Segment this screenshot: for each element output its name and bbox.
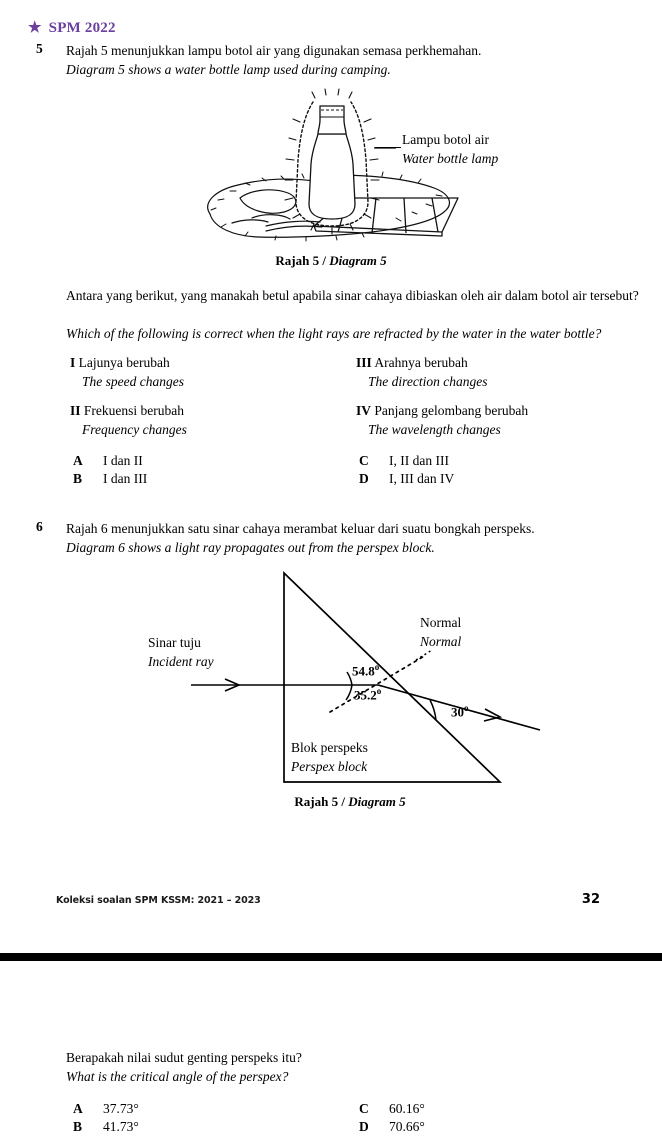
option-a-letter: A (73, 453, 83, 468)
q6-option-a[interactable] (73, 1099, 139, 1119)
angle-upper-value: 54.8 (352, 663, 375, 679)
statement-ii (70, 401, 187, 439)
question-5-stem-en: Diagram 5 shows a water bottle lamp used during camping. (66, 62, 391, 77)
question-6-prompt-ml: Berapakah nilai sudut genting perspeks itu? (66, 1050, 302, 1065)
statement-i-ml: Lajunya berubah (78, 355, 170, 370)
q6-option-c[interactable] (359, 1099, 425, 1119)
statement-iii-roman: III (356, 355, 372, 370)
statement-ii-roman: II (70, 403, 81, 418)
angle-lower-label (354, 686, 381, 703)
statement-ii-en: Frequency changes (82, 422, 187, 437)
statement-i (70, 353, 184, 391)
statement-iv (356, 401, 528, 439)
angle-upper-label (352, 662, 379, 679)
statement-iv-ml: Panjang gelombang berubah (374, 403, 529, 418)
normal-label-en: Normal (420, 634, 462, 649)
perspex-block-label (291, 738, 368, 776)
q6-option-d[interactable] (359, 1117, 425, 1137)
diagram-5-label-en: Water bottle lamp (402, 151, 499, 166)
diagram-5-water-bottle-lamp (196, 86, 476, 251)
spm-year-header (28, 20, 116, 37)
perspex-block-label-en: Perspex block (291, 759, 368, 774)
diagram-5-caption (231, 253, 431, 269)
q6-option-d-letter: D (359, 1119, 369, 1134)
question-6-stem-ml: Rajah 6 menunjukkan satu sinar cahaya merambat keluar dari suatu bongkah perspeks. (66, 521, 535, 536)
normal-label (420, 613, 461, 651)
degree-icon: o (376, 686, 382, 696)
angle-exit-label (451, 703, 469, 720)
statement-iii (356, 353, 487, 391)
diagram-6-caption-ml: Rajah 5 / (294, 794, 349, 809)
question-6-prompt-en: What is the critical angle of the perspex? (66, 1069, 289, 1084)
page-separator-bar (0, 953, 662, 961)
diagram-5-callout (402, 130, 498, 168)
q6-option-b-letter: B (73, 1119, 83, 1134)
option-b-text: I dan III (103, 471, 148, 486)
option-d[interactable] (359, 469, 454, 489)
spm-year-label: SPM 2022 (48, 20, 116, 36)
degree-icon: o (374, 662, 380, 672)
question-6-stem-en: Diagram 6 shows a light ray propagates out from the perspex block. (66, 540, 435, 555)
angle-lower-value: 35.2 (354, 687, 377, 703)
diagram-5-label-ml: Lampu botol air (402, 132, 489, 147)
statement-iv-roman: IV (356, 403, 372, 418)
angle-exit-value: 30 (451, 704, 464, 720)
diagram-6-caption (250, 794, 450, 810)
q6-option-b-text: 41.73° (103, 1119, 139, 1134)
statement-iii-ml: Arahnya berubah (374, 355, 468, 370)
statement-i-en: The speed changes (82, 374, 184, 389)
statement-iv-en: The wavelength changes (368, 422, 501, 437)
statement-i-roman: I (70, 355, 76, 370)
option-a[interactable] (73, 451, 143, 471)
footer-collection-note: Koleksi soalan SPM KSSM: 2021 – 2023 (56, 895, 261, 906)
option-d-letter: D (359, 471, 369, 486)
question-6-number: 6 (36, 519, 43, 534)
perspex-block-label-ml: Blok perspeks (291, 740, 368, 755)
normal-label-ml: Normal (420, 615, 462, 630)
incident-ray-label-ml: Sinar tuju (148, 635, 201, 650)
q6-option-a-letter: A (73, 1101, 83, 1116)
option-d-text: I, III dan IV (389, 471, 455, 486)
diagram-5-caption-en: Diagram 5 (329, 253, 387, 268)
incident-ray-label (148, 633, 214, 671)
option-c-letter: C (359, 453, 369, 468)
q6-option-c-letter: C (359, 1101, 369, 1116)
diagram-5-leader-line (375, 147, 401, 148)
incident-ray-label-en: Incident ray (148, 654, 214, 669)
footer-page-number: 32 (581, 892, 600, 907)
diagram-5-caption-ml: Rajah 5 / (275, 253, 330, 268)
statement-iii-en: The direction changes (368, 374, 488, 389)
option-c[interactable] (359, 451, 449, 471)
q6-option-d-text: 70.66° (389, 1119, 425, 1134)
option-b-letter: B (73, 471, 83, 486)
diagram-6-caption-en: Diagram 5 (348, 794, 406, 809)
q6-option-a-text: 37.73° (103, 1101, 139, 1116)
option-c-text: I, II dan III (389, 453, 449, 468)
question-5-prompt-en: Which of the following is correct when the light rays are refracted by the water in the water bottle? (66, 326, 602, 341)
option-a-text: I dan II (103, 453, 143, 468)
q6-option-c-text: 60.16° (389, 1101, 425, 1116)
degree-icon: o (464, 703, 469, 713)
question-5-stem-ml: Rajah 5 menunjukkan lampu botol air yang digunakan semasa perkhemahan. (66, 43, 482, 58)
question-5-number: 5 (36, 41, 43, 56)
star-icon: ★ (28, 20, 42, 36)
question-5-prompt-ml: Antara yang berikut, yang manakah betul apabila sinar cahaya dibiaskan oleh air dalam botol air tersebut? (66, 288, 639, 303)
statement-ii-ml: Frekuensi berubah (83, 403, 184, 418)
option-b[interactable] (73, 469, 147, 489)
q6-option-b[interactable] (73, 1117, 139, 1137)
